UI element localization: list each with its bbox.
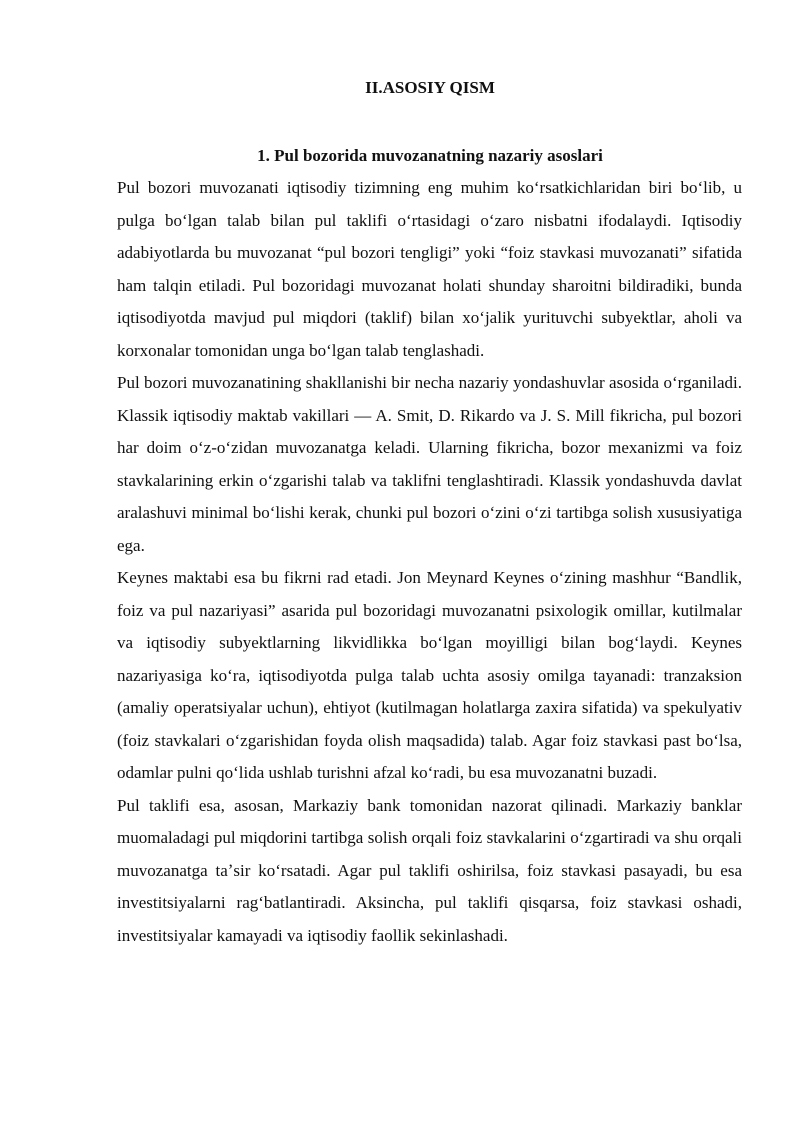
section-title: II.ASOSIY QISM: [365, 78, 495, 97]
subheading: 1. Pul bozorida muvozanatning nazariy asoslari: [257, 146, 603, 165]
paragraph: Pul taklifi esa, asosan, Markaziy bank tomonidan nazorat qilinadi. Markaziy banklar muomaladagi pul miqdorini tartibga solish orqali foiz stavkalarini oʻzgartiradi va shu orqali muvozanatga taʼsir koʻrsatadi. Agar pul taklifi oshirilsa, foiz stavkasi pasayadi, bu esa investitsiyalarni ragʻbatlantiradi. Aksincha, pul taklifi qisqarsa, foiz stavkasi oshadi, investitsiyalar kamayadi va iqtisodiy faollik sekinlashadi.: [117, 795, 742, 945]
body-text: [117, 172, 742, 952]
paragraph: Pul bozori muvozanatining shakllanishi bir necha nazariy yondashuvlar asosida oʻrganiladi. Klassik iqtisodiy maktab vakillari — A. Smit, D. Rikardo va J. S. Mill fikricha, pul bozori har doim oʻz-oʻzidan muvozanatga keladi. Ularning fikricha, bozor mexanizmi va foiz stavkalarining erkin oʻzgarishi talab va taklifni tenglashtiradi. Klassik yondashuvda davlat aralashuvi minimal boʻlishi kerak, chunki pul bozori oʻzini oʻzi tartibga solish xususiyatiga ega.: [117, 373, 742, 555]
paragraph: Keynes maktabi esa bu fikrni rad etadi. Jon Meynard Keynes oʻzining mashhur “Bandlik, foiz va pul nazariyasi” asarida pul bozoridagi muvozanatni psixologik omillar, kutilmalar va iqtisodiy subyektlarning likvidlikka boʻlgan moyilligi bilan bogʻlaydi. Keynes nazariyasiga koʻra, iqtisodiyotda pulga talab uchta asosiy omilga tayanadi: tranzaksion (amaliy operatsiyalar uchun), ehtiyot (kutilmagan holatlarga zaxira sifatida) va spekulyativ (foiz stavkalari oʻzgarishidan foyda olish maqsadida) talab. Agar foiz stavkasi past boʻlsa, odamlar pulni qoʻlida ushlab turishni afzal koʻradi, bu esa muvozanatni buzadi.: [117, 568, 742, 782]
paragraph: Pul bozori muvozanati iqtisodiy tizimning eng muhim koʻrsatkichlaridan biri boʻlib, u pulga boʻlgan talab bilan pul taklifi oʻrtasidagi oʻzaro nisbatni ifodalaydi. Iqtisodiy adabiyotlarda bu muvozanat “pul bozori tengligi” yoki “foiz stavkasi muvozanati” sifatida ham talqin etiladi. Pul bozoridagi muvozanat holati shunday sharoitni bildiradiki, bunda iqtisodiyotda mavjud pul miqdori (taklif) bilan xoʻjalik yurituvchi subyektlar, aholi va korxonalar tomonidan unga boʻlgan talab tenglashadi.: [117, 178, 742, 360]
